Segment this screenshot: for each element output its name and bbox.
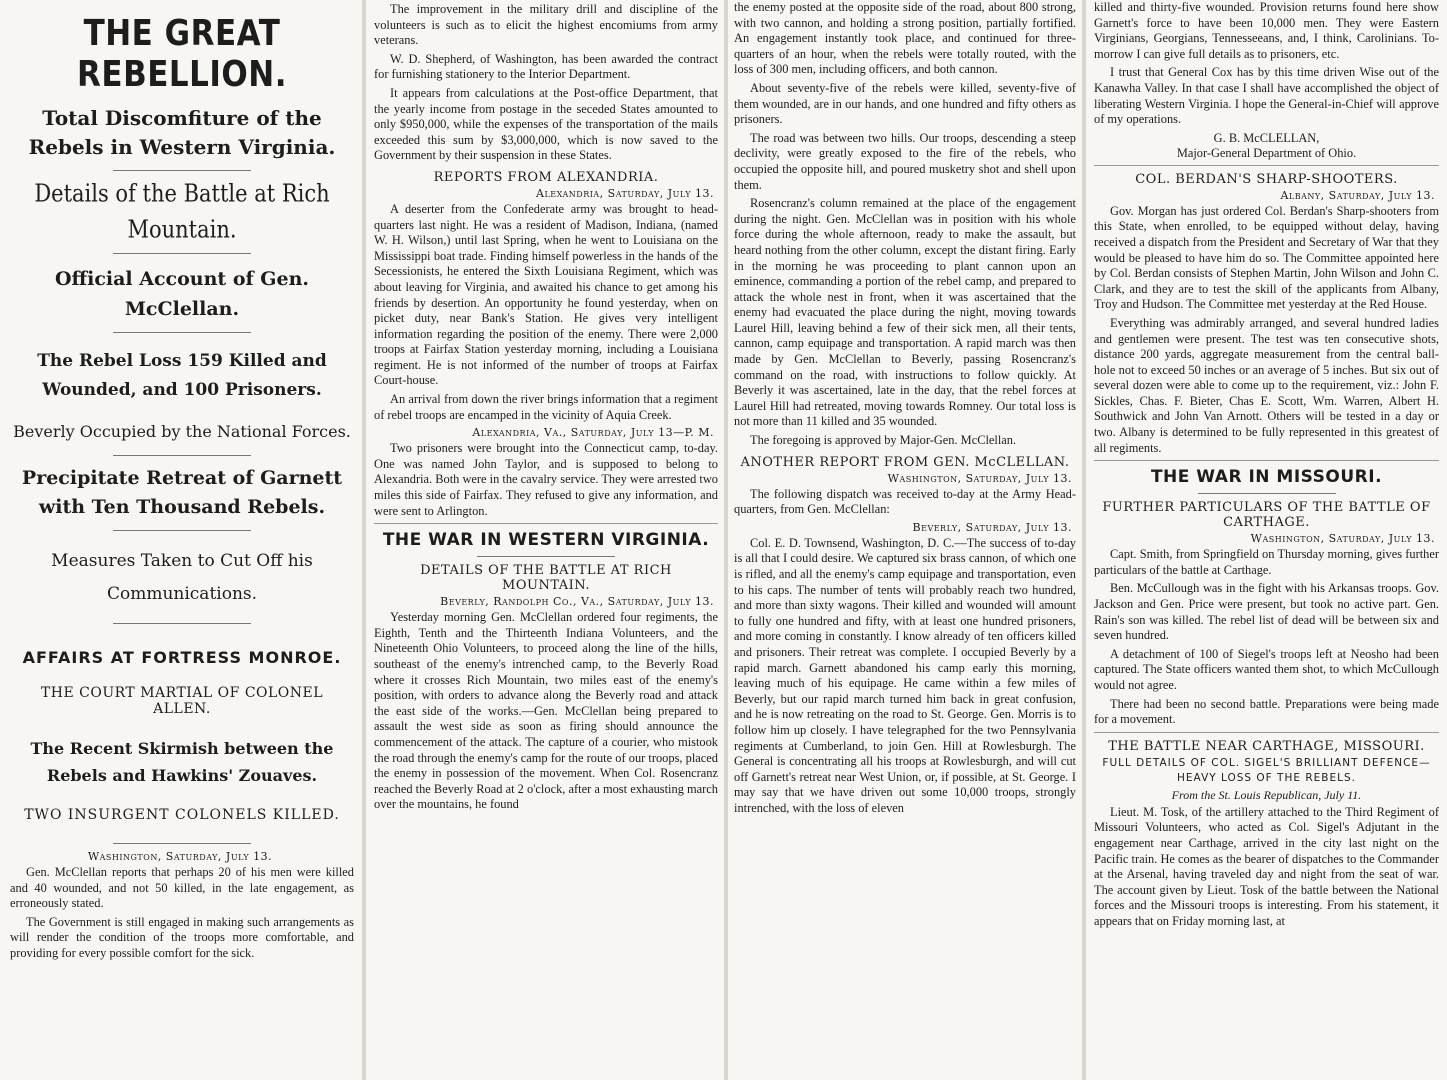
article-paragraph: I trust that General Cox has by this time driven Wise out of the Kanawha Valley. In that case I shall have accomplished the object of liberating Western Virginia. I hope the General-in-Chief will approve of my operations.: [1094, 65, 1439, 127]
article-paragraph: It appears from calculations at the Post-office Department, that the yearly income from postage in the seceded States amounted to only $950,000, while the expenses of the transportation of the mails exceeded this sum by $3,000,000, which is now saved to the Government by their suspension in these States.: [374, 85, 718, 163]
article-paragraph: Ben. McCullough was in the fight with his Arkansas troops. Gov. Jackson and Gen. Price were present, but took no active part. Gen. Rain's son was killed. The rebel list of dead will be between six and seven hundred.: [1094, 581, 1439, 643]
divider: [113, 332, 251, 333]
article-paragraph: The improvement in the military drill and discipline of the volunteers is such as to elicit the highest encomiums from army veterans.: [374, 2, 718, 48]
column-2: [366, 0, 724, 1080]
main-headline: THE GREAT REBELLION.: [77, 12, 287, 96]
divider: [1094, 460, 1439, 461]
divider: [374, 523, 718, 524]
dateline: Washington, Saturday, July 13.: [87, 850, 273, 863]
article-paragraph: killed and thirty-five wounded. Provision returns found here show Garnett's force to have been 10,000 men. They were Eastern Virginians, Georgians, Tennesseeans, and, I think, Carolinians. To-morrow I can give full details as to prisoners, etc.: [1094, 0, 1439, 61]
headline-deck: Total Discomfiture of the Rebels in Western Virginia.: [28, 106, 336, 159]
article-paragraph: Col. E. D. Townsend, Washington, D. C.—The success of to-day is all that I could desire. We captured six brass cannon, of which one is rifled, and all the enemy's camp equipage and transportation, even to his caps. The number of tents will probably reach two hundred, and more than sixty wagons. Their killed and wounded will amount to fully one hundred and fifty, with at least one hundred prisoners, and more coming in constantly. I know already of ten officers killed and prisoners. Their retreat was complete. I occupied Beverly by a rapid march. Garnett abandoned his camp early this morning, leaving much of his equipage. He came within a few miles of Beverly, but our rapid march turned him back in great confusion, and he is now retreating on the road to St. George. Gen. Morris is to follow him up closely. I have telegraphed for the two Pennsylvania regiments at Cumberland, to join Gen. Hill at Rowlesburgh. The General is concentrating all his troops at Rowlesburgh, and will cut off Garnett's retreat near West Union, or, if possible, at St. George. I may say that we have driven out some 10,000 troops, strongly intrenched, with the loss of eleven: [734, 535, 1076, 815]
article-paragraph: Two prisoners were brought into the Connecticut camp, to-day. One was named John Taylor, and is supposed to belong to Alexandria. Both were in the cavalry service. They were arrested two miles this side of Fairfax. They refused to give any information, and were sent to Arlington.: [374, 441, 718, 518]
article-paragraph: the enemy posted at the opposite side of the road, about 800 strong, with two cannon, and holding a strong position, partially fortified. An engagement instantly took place, and continued for three-quarters of an hour, when the rebels were totally routed, with the loss of 300 men, including officers, and both cannon.: [734, 0, 1076, 77]
article-paragraph: Rosencranz's column remained at the place of the engagement during the night. Gen. McClellan was in position with his whole force during the whole afternoon, ready to make the assault, but heard nothing from the other column, except the distant firing. Early in the morning he was proceeding to plant cannon upon an eminence, commanding a portion of the rebel camp, and prepared to attack the whole nest in front, when it was ascertained that the enemy had evacuated the place during the night, moving towards Laurel Hill, leaving behind a few of their sick men, all their tents, cannon, camp equipage and transportation. A rapid march was then made by Gen. McClellan to Beverly, passing Rosencranz's command on the road, with instructions to follow quickly. At Beverly it was ascertained, late in the day, that the rebel forces at Laurel Hill had retreated, moving towards Romney. Our total loss is not more than 11 killed and 35 wounded.: [734, 196, 1076, 429]
headline-deck: Beverly Occupied by the National Forces.: [13, 422, 351, 441]
article-paragraph: W. D. Shepherd, of Washington, has been awarded the contract for furnishing stationery to the Interior Department.: [374, 51, 718, 82]
headline-deck: Precipitate Retreat of Garnett with Ten Thousand Rebels.: [21, 467, 343, 518]
headline-deck: The Rebel Loss 159 Killed and Wounded, and 100 Prisoners.: [37, 351, 327, 400]
article-paragraph: An arrival from down the river brings information that a regiment of rebel troops are encamped in the vicinity of Aquia Creek.: [374, 392, 718, 422]
dateline: Beverly, Saturday, July 13.: [912, 520, 1072, 534]
divider: [1198, 493, 1336, 494]
source-line: From the St. Louis Republican, July 11.: [1171, 787, 1362, 802]
dateline: Washington, Saturday, July 13.: [1250, 532, 1435, 546]
headline-deck: The Recent Skirmish between the Rebels and Hawkins' Zouaves.: [30, 739, 334, 785]
article-paragraph: The road was between two hills. Our troops, descending a steep declivity, were greatly exposed to the fire of the rebels, who occupied the opposite hill, and poured musketry shot and shell upon them.: [734, 130, 1076, 192]
article-paragraph: About seventy-five of the rebels were killed, seventy-five of them wounded, are in our hands, and one hundred and fifty others as prisoners.: [734, 80, 1076, 127]
column-1: [0, 0, 362, 1080]
section-heading: THE WAR IN MISSOURI.: [1150, 467, 1383, 488]
column-3: [728, 0, 1082, 1080]
article-paragraph: Everything was admirably arranged, and several hundred ladies and gentlemen were present. The test was ten consecutive shots, distance 200 yards, aggregate measurement from the central ball-hole not to exceed 50 inches or an average of 5 inches. But six out of several dozen were able to come up to the requirement, viz.: John F. Sickles, Chas. F. Bieter, Chas E. Scott, Wm. Warren, Albert H. Southwick and John Van Arnott. Others will be tested in a day or two. Albany is determined to be fully represented in this greatest of all regiments.: [1094, 315, 1439, 455]
article-paragraph: Gov. Morgan has just ordered Col. Berdan's Sharp-shooters from this State, when enrolled, to be equipped without delay, having received a dispatch from the President and Secretary of War that they would be pleased to have him do so. The Committee appointed here by Col. Berdan consists of Stephen Martin, John Wilson and John C. Clark, and they are to test the skill of the applicants from Albany, Troy and Hudson. The Committee met yesterday at the Red House.: [1094, 203, 1439, 312]
headline-deck: Official Account of Gen. McClellan.: [54, 268, 310, 320]
section-heading: COL. BERDAN'S SHARP-SHOOTERS.: [1135, 171, 1398, 187]
divider: [113, 455, 251, 456]
dateline: Alexandria, Saturday, July 13.: [536, 186, 714, 200]
headline-deck: TWO INSURGENT COLONELS KILLED.: [24, 807, 340, 823]
section-heading: ANOTHER REPORT FROM GEN. McCLELLAN.: [740, 454, 1070, 470]
article-paragraph: The foregoing is approved by Major-Gen. McClellan.: [750, 433, 1017, 448]
signature-title: Major-General Department of Ohio.: [1176, 145, 1357, 160]
headline-deck: Details of the Battle at Rich Mountain.: [34, 179, 330, 244]
section-subheading: DETAILS OF THE BATTLE AT RICH MOUNTAIN.: [420, 563, 672, 594]
headline-deck: THE COURT MARTIAL OF COLONEL ALLEN.: [40, 685, 324, 717]
section-heading: THE BATTLE NEAR CARTHAGE, MISSOURI.: [1108, 738, 1425, 754]
article-paragraph: The following dispatch was received to-day at the Army Head-quarters, from Gen. McClellan:: [734, 486, 1076, 517]
divider: [113, 623, 251, 624]
article-paragraph: Capt. Smith, from Springfield on Thursday morning, gives further particulars of the battle at Carthage.: [1094, 547, 1439, 577]
section-subheading: FURTHER PARTICULARS OF THE BATTLE OF CARTHAGE.: [1102, 500, 1431, 531]
dateline: Beverly, Randolph Co., Va., Saturday, July 13.: [440, 595, 714, 609]
dateline: Washington, Saturday, July 13.: [887, 471, 1072, 485]
article-paragraph: A deserter from the Confederate army was brought to head-quarters last night. He was a resident of Madison, Indiana, (named W. H. Wilson,) until last Spring, when he went to Louisiana on the Mississippi boat trade. Finding himself powerless in the hands of the Secessionists, he entered the Sixth Louisiana Regiment, which was about leaving for Virginia, and awaited his chance to get among his friends by desertion. An opportunity he found yesterday, when on picket duty, near Bank's Station. He gives very intelligent information regarding the position of the enemy. There were 2,000 troops at Fairfax Station yesterday morning, including a Louisiana regiment. He is not informed of the number of troops at Fairfax Court-house.: [374, 201, 718, 388]
article-paragraph: Lieut. M. Tosk, of the artillery attached to the Third Regiment of Missouri Volunteers, who acted as Col. Sigel's Adjutant in the engagement near Carthage, arrived in the city last night on the Pacific train. He comes as the bearer of dispatches to the Commander at the Arsenal, having traveled day and night from the seat of war. The account given by Lieut. Tosk of the battle between the National forces and the Missouri troops is interesting. From his statement, it appears that on Friday morning last, at: [1094, 804, 1439, 928]
divider: [113, 843, 251, 844]
signature-name: G. B. McCLELLAN,: [1213, 130, 1320, 145]
divider: [1094, 165, 1439, 166]
headline-deck: Measures Taken to Cut Off his Communications.: [51, 551, 313, 604]
column-4: [1086, 0, 1447, 1080]
section-heading: THE WAR IN WESTERN VIRGINIA.: [382, 530, 710, 551]
dateline: Albany, Saturday, July 13.: [1280, 188, 1435, 202]
section-subheading: FULL DETAILS OF COL. SIGEL'S BRILLIANT DEFENCE—HEAVY LOSS OF THE REBELS.: [1102, 756, 1431, 784]
article-paragraph: Yesterday morning Gen. McClellan ordered four regiments, the Eighth, Tenth and the Thirteenth Indiana Volunteers, and the Nineteenth Ohio Volunteers, to proceed along the line of the hills, southeast of the enemy's intrenched camp, to the Beverly Road where it crosses Rich Mountain, two miles east of the enemy's position, with orders to advance along the Beverly road and attack the east side of the works.—Gen. McClellan being prepared to assault the west side as soon as firing should announce the commencement of the attack. The capture of a courier, who mistook the road through the enemy's camp for the route of our troops, placed the enemy in possession of the movement. When Col. Rosencranz reached the Beverly Road at 2 o'clock, after a most exhausting march over the mountains, he found: [374, 610, 718, 812]
divider: [477, 556, 615, 557]
article-paragraph: The Government is still engaged in making such arrangements as will render the condition of the troops more comfortable, and providing for every possible comfort for the sick.: [10, 914, 354, 960]
headline-deck: AFFAIRS AT FORTRESS MONROE.: [22, 648, 342, 667]
divider: [113, 170, 251, 171]
divider: [113, 530, 251, 531]
article-paragraph: Gen. McClellan reports that perhaps 20 of his men were killed and 40 wounded, and not 50 killed, in the late engagement, as erroneously stated.: [10, 865, 354, 911]
divider: [1094, 732, 1439, 733]
divider: [113, 253, 251, 254]
dateline: Alexandria, Va., Saturday, July 13—P. M.: [472, 426, 714, 440]
section-heading: REPORTS FROM ALEXANDRIA.: [433, 169, 659, 185]
article-paragraph: There had been no second battle. Preparations were being made for a movement.: [1094, 696, 1439, 727]
article-paragraph: A detachment of 100 of Siegel's troops left at Neosho had been captured. The State officers wanted them shot, to which McCullough would not agree.: [1094, 646, 1439, 692]
